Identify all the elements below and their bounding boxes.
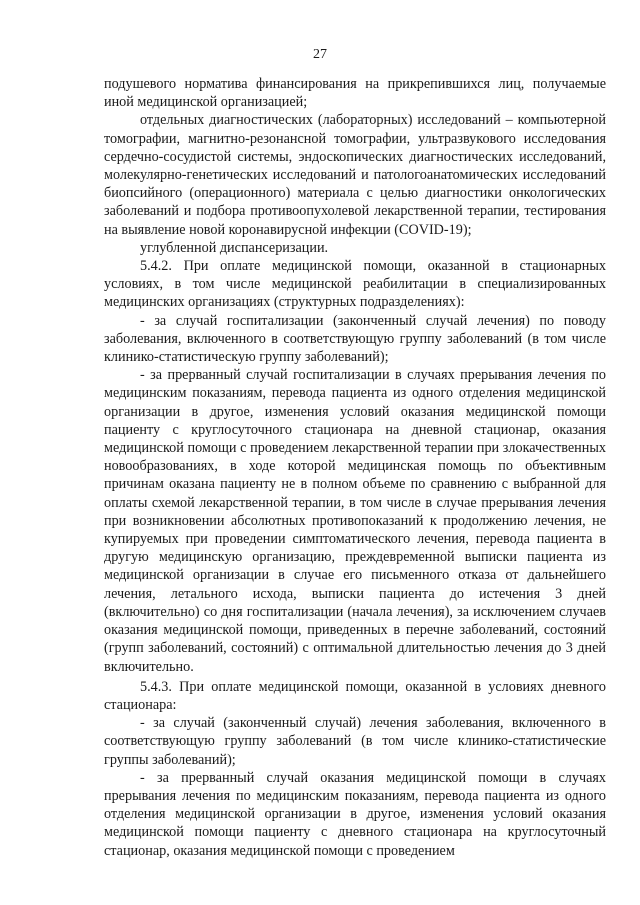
- page-number: 27: [313, 47, 327, 62]
- paragraph-interrupted-day-hospital-case: - за прерванный случай оказания медицинской помощи в случаях прерывания лечения по медицинским показаниям, перевода пациента из одного отделения медицинской организации в другое, изменения условий оказания медицинской помощи пациенту с дневного стационара на круглосуточный стационар, оказания медицинской помощи с проведением: [104, 769, 606, 859]
- paragraph-financing-continuation: подушевого норматива финансирования на прикрепившихся лиц, получаемые иной медицинской организацией;: [104, 76, 606, 111]
- paragraph-day-hospital-case: - за случай (законченный случай) лечения заболевания, включенного в соответствующую группу заболеваний (в том числе клинико-статистические группы заболеваний);: [104, 715, 606, 768]
- paragraph-hospitalization-case: - за случай госпитализации (законченный случай лечения) по поводу заболевания, включенного в соответствующую группу заболеваний (в том числе клинико-статистическую группу заболеваний);: [104, 312, 606, 366]
- paragraph-section-5-4-2: 5.4.2. При оплате медицинской помощи, оказанной в стационарных условиях, в том числе медицинской реабилитации в специализированных медицинских организациях (структурных подразделениях):: [104, 258, 606, 311]
- paragraph-interrupted-hospitalization: - за прерванный случай госпитализации в случаях прерывания лечения по медицинским показаниям, перевода пациента из одного отделения медицинской организации в другое, изменения условий оказания медицинской помощи пациенту с круглосуточного стационара на дневной стационар, оказания медицинской помощи с проведением лекарственной терапии при злокачественных новообразованиях, в ходе которой медицинская помощь по объективным причинам оказана пациенту не в полном объеме по сравнению с выбранной для оплаты схемой лекарственной терапии, в том числе в случае прерывания лечения при возникновении абсолютных противопоказаний к продолжению лечения, не купируемых при проведении симптоматического лечения, перевода пациента в другую медицинскую организацию, преждевременной выписки пациента из медицинской организации в случае его письменного отказа от дальнейшего лечения, летального исхода, выписки пациента до истечения 3 дней (включительно) со дня госпитализации (начала лечения), за исключением случаев оказания медицинской помощи, приведенных в перечне заболеваний, состояний (групп заболеваний, состояний) с оптимальной длительностью лечения до 3 дней включительно.: [104, 367, 606, 675]
- document-body: [104, 75, 606, 860]
- paragraph-in-depth-screening: углубленной диспансеризации.: [140, 239, 329, 256]
- paragraph-section-5-4-3: 5.4.3. При оплате медицинской помощи, оказанной в условиях дневного стационара:: [104, 678, 606, 713]
- paragraph-diagnostic-studies: отдельных диагностических (лабораторных) исследований – компьютерной томографии, магнитно-резонансной томографии, ультразвукового исследования сердечно-сосудистой системы, эндоскопических диагностических исследований, молекулярно-генетических исследований и патологоанатомических исследований биопсийного (операционного) материала с целью диагностики онкологических заболеваний и подбора противоопухолевой лекарственной терапии, тестирования на выявление новой коронавирусной инфекции (COVID-19);: [104, 112, 606, 238]
